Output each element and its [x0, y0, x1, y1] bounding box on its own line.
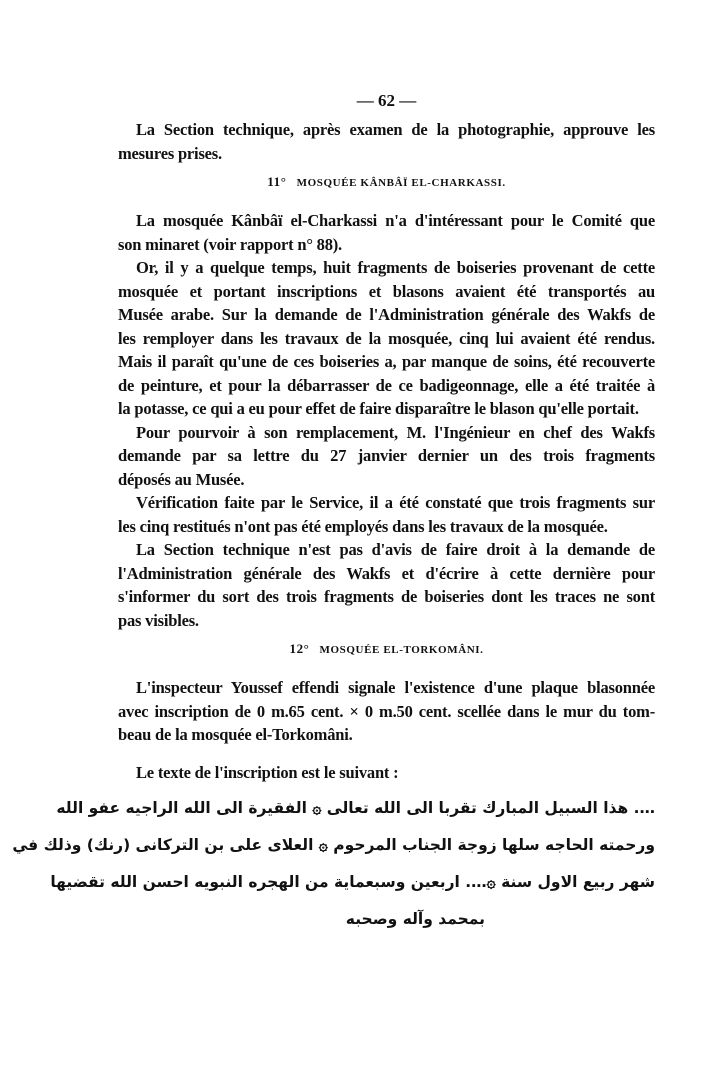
- paragraph-decision: [118, 538, 655, 632]
- text-line: l'Administration générale des Wakfs et d'écrire à cette dernière pour: [118, 563, 655, 583]
- section-heading-11: [118, 171, 655, 193]
- page-number: — 62 —: [356, 91, 417, 110]
- text-line: beau de la mosquée el-Torkomâni.: [118, 725, 353, 744]
- heading-title: MOSQUÉE EL-TORKOMÂNI.: [319, 644, 484, 656]
- text-line: Pour pourvoir à son remplacement, M. l'Ingénieur en chef des Wakfs: [136, 422, 655, 442]
- paragraph-fragments: [118, 256, 655, 421]
- text-line: La Section technique, après examen de la photographie, approuve les: [136, 120, 655, 139]
- text-line: s'informer du sort des trois fragments de boiseries dont les traces ne sont: [118, 587, 655, 606]
- text-line: la potasse, ce qui a eu pour effet de faire disparaître le blason qu'elle portait.: [118, 399, 639, 418]
- text-line: déposés au Musée.: [118, 469, 245, 489]
- text-line: de peinture, et pour la débarrasser de ce badigeonnage, elle a été traitée à: [118, 375, 655, 395]
- paragraph-approval: [118, 118, 655, 165]
- text-line: son minaret (voir rapport n° 88).: [118, 234, 342, 254]
- paragraph-minaret: [118, 209, 655, 256]
- text-line: pas visibles.: [118, 610, 199, 630]
- arabic-line: شهر ربيع الاول سنة ۞…. اربعين وسبعماية من الهجره النبويه احسن الله تقضيها: [50, 873, 655, 891]
- paragraph-verification: [118, 491, 655, 538]
- arabic-line: بمحمد وآله وصحبه: [345, 910, 485, 928]
- arabic-line: …. هذا السبيل المبارك تقربا الى الله تعالى ۞ الفقيرة الى الله الراجيه عفو الله: [56, 799, 655, 817]
- text-line: les remployer dans les travaux de la mosquée, cinq lui avaient été rendus.: [118, 328, 655, 348]
- heading-number: 12°: [289, 641, 310, 656]
- heading-title: MOSQUÉE KÂNBÂÏ EL-CHARKASSI.: [296, 177, 506, 189]
- text-line: La mosquée Kânbâï el-Charkassi n'a d'intéressant pour le Comité que: [136, 211, 655, 230]
- text-line: La Section technique n'est pas d'avis de faire droit à la demande de: [136, 540, 655, 559]
- text-line: mesures prises.: [118, 143, 222, 163]
- text-line: Mais il paraît qu'une de ces boiseries a, par manque de soins, été recouverte: [118, 352, 655, 371]
- arabic-inscription: [12, 790, 655, 938]
- text-line: les cinq restitués n'ont pas été employés dans les travaux de la mosquée.: [118, 516, 608, 536]
- text-line: Vérification faite par le Service, il a été constaté que trois fragments sur: [136, 493, 655, 512]
- text-line: avec inscription de 0 m.65 cent. × 0 m.50 cent. scellée dans le mur du tom-: [118, 701, 655, 721]
- heading-number: 11°: [267, 174, 287, 189]
- paragraph-inscription-intro: [118, 761, 655, 785]
- text-line: mosquée et portant inscriptions et blasons avaient été transportés au: [118, 281, 655, 301]
- paragraph-plaque: [118, 676, 655, 747]
- section-heading-12: [118, 638, 655, 660]
- arabic-line: ورحمته الحاجه سلها زوجة الجناب المرحوم ۞ العلاى على بن التركانى (رنك) وذلك في: [12, 836, 655, 854]
- text-line: L'inspecteur Youssef effendi signale l'existence d'une plaque blasonnée: [136, 678, 655, 697]
- document-page: [12, 88, 655, 938]
- text-line: Or, il y a quelque temps, huit fragments de boiseries provenant de cette: [136, 258, 655, 277]
- text-line: Le texte de l'inscription est le suivant :: [136, 762, 399, 782]
- text-line: demande par sa lettre du 27 janvier dernier un des trois fragments: [118, 446, 655, 465]
- paragraph-replacement: [118, 421, 655, 492]
- text-line: Musée arabe. Sur la demande de l'Administration générale des Wakfs de: [118, 305, 655, 324]
